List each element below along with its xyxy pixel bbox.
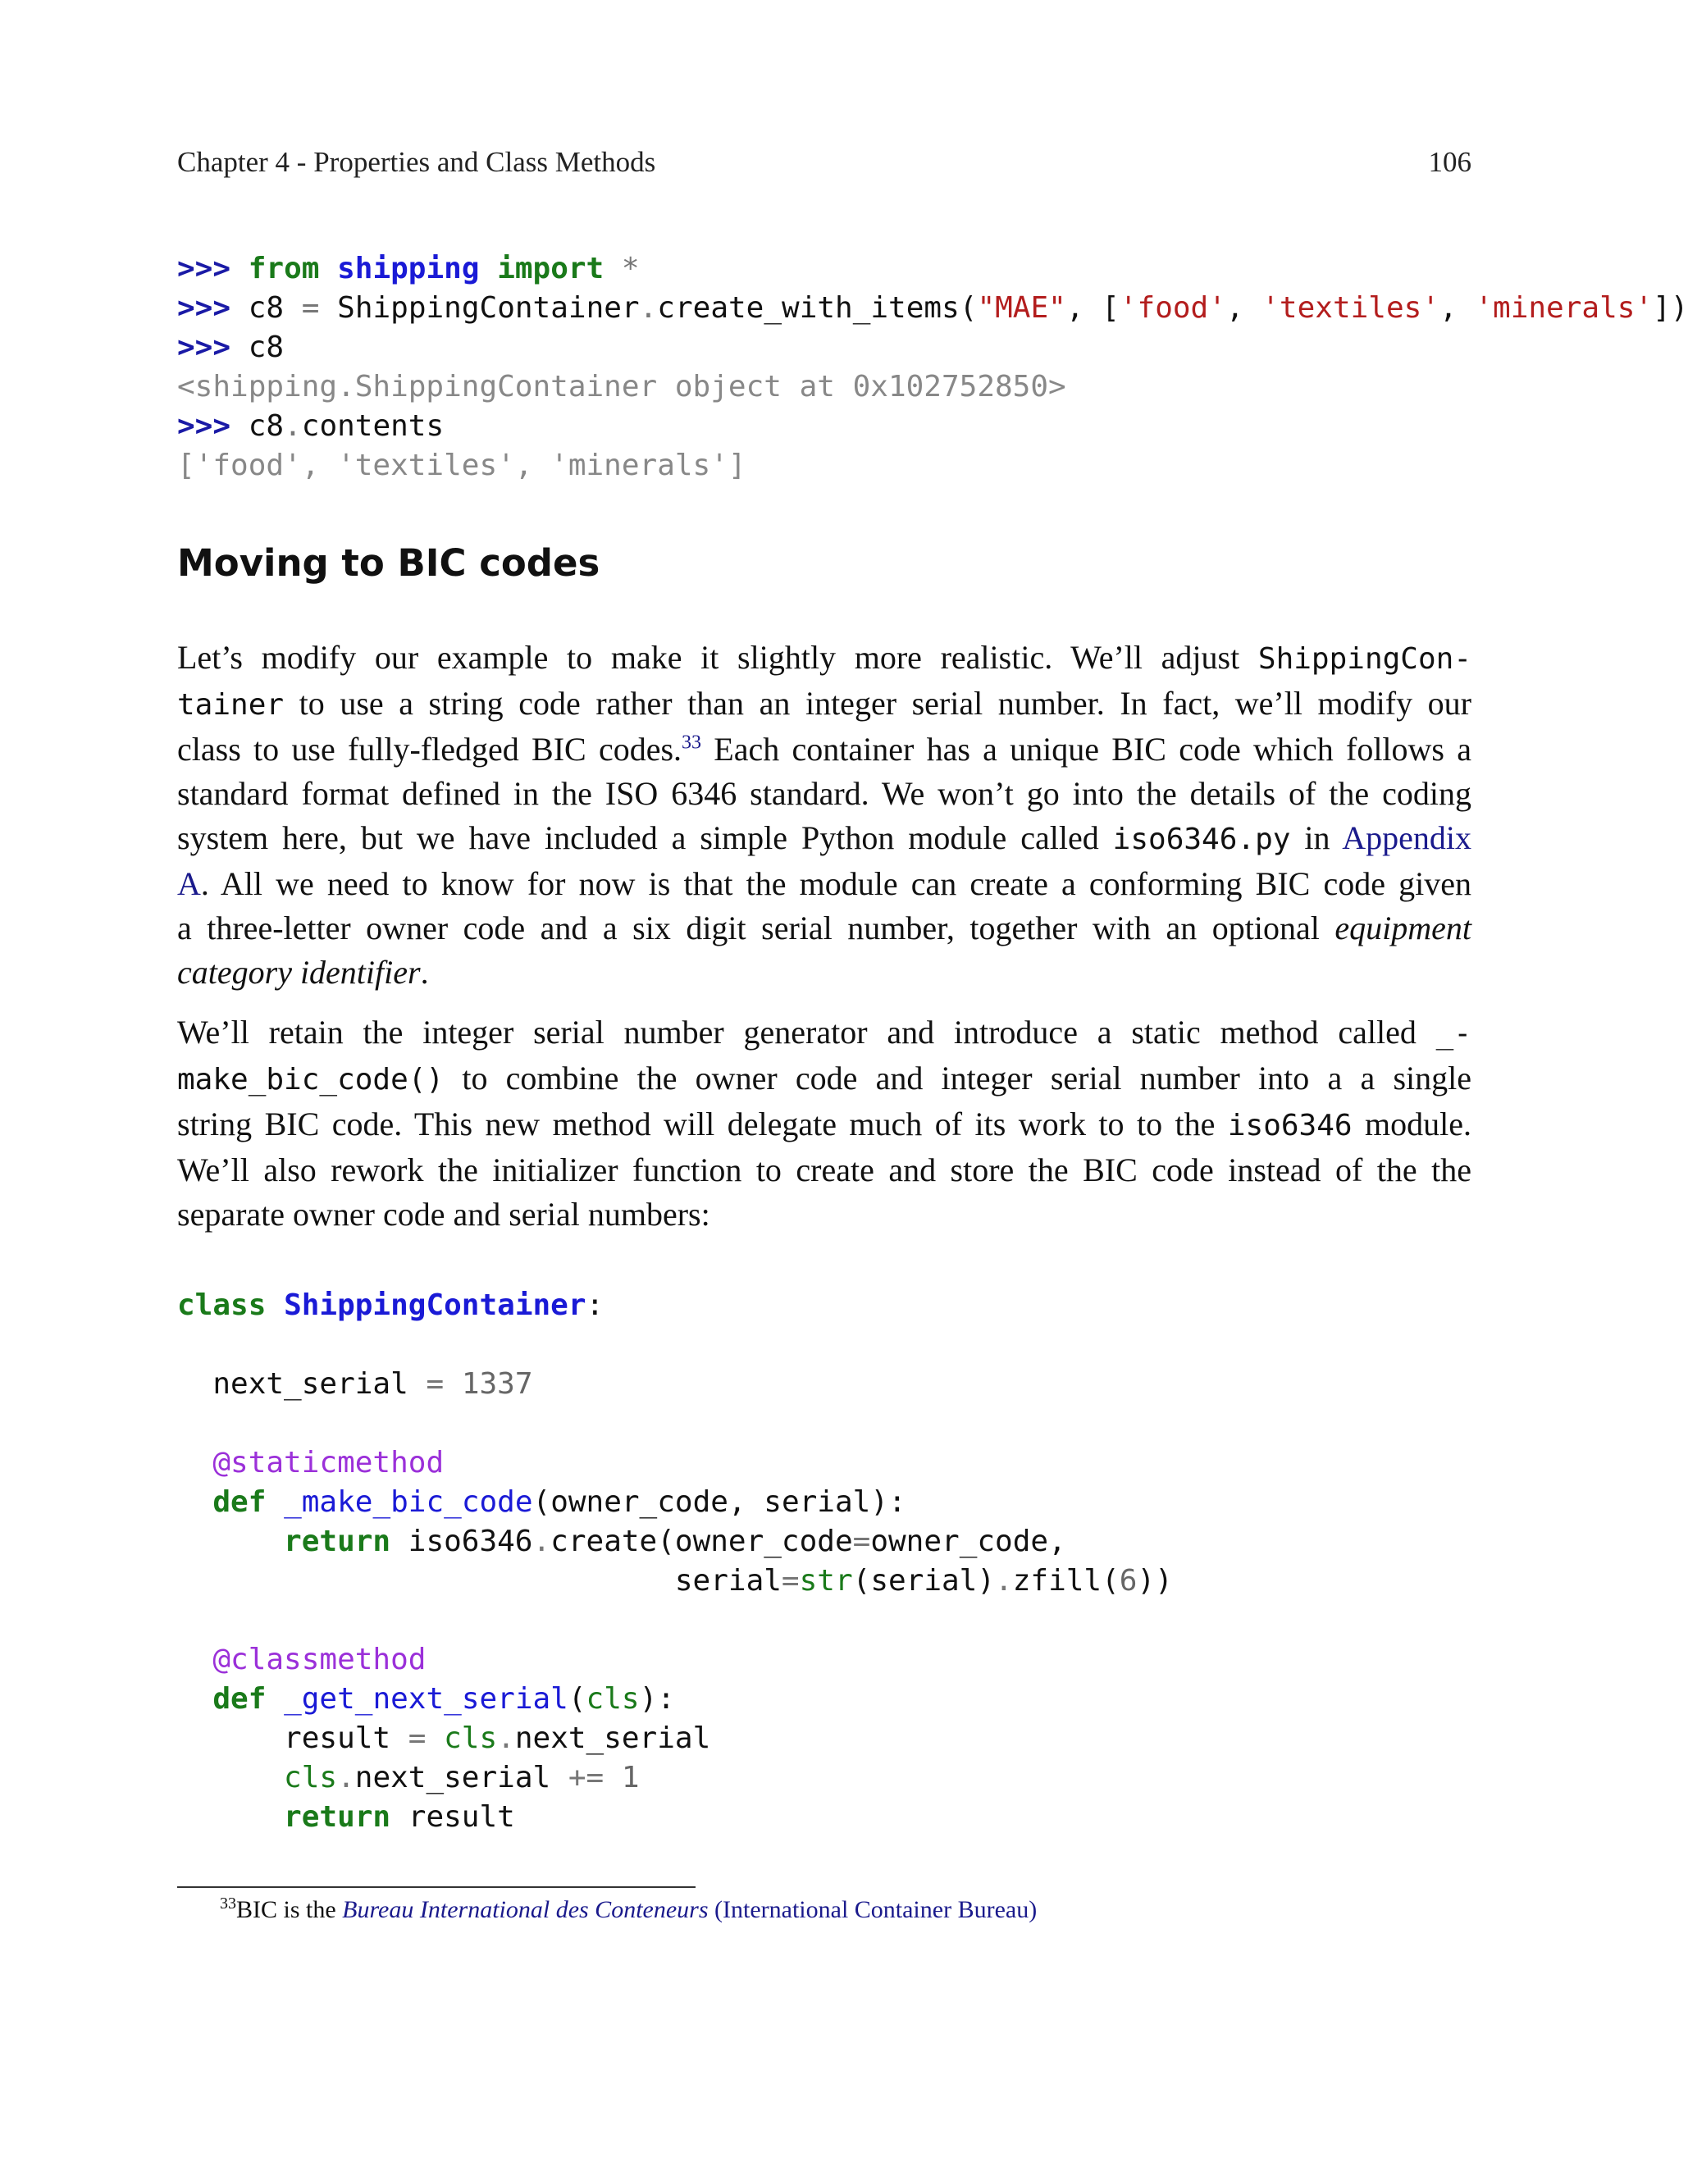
parameters: (owner_code, serial): [532, 1485, 906, 1519]
indent [177, 1682, 212, 1716]
indent [177, 1721, 284, 1755]
footnote-divider [177, 1886, 696, 1888]
code-line [177, 249, 1688, 289]
inline-code: iso6346.py [1112, 823, 1291, 856]
code-line [177, 1758, 1173, 1798]
cls-param: cls [444, 1721, 498, 1755]
punctuation: , [ [1065, 291, 1120, 325]
code-line [177, 1680, 1173, 1719]
keyword: def [212, 1485, 267, 1519]
section-heading: Moving to BIC codes [177, 541, 600, 585]
code-line [177, 1640, 1173, 1680]
number-literal: 1 [621, 1761, 640, 1794]
footnote-link[interactable]: (International Container Bureau) [708, 1896, 1038, 1923]
text-line [177, 727, 1471, 772]
page-number: 106 [1428, 146, 1471, 178]
text-line [177, 1056, 1471, 1102]
text-line [177, 682, 1471, 727]
code-line [177, 328, 1688, 367]
repl-code-block [177, 249, 1688, 486]
inline-code: _- [1435, 1017, 1471, 1051]
function-name: _get_next_serial [284, 1682, 568, 1716]
operator: . [639, 291, 658, 325]
emphasis: category identifier [177, 954, 421, 991]
inline-code: iso6346 [1227, 1109, 1353, 1142]
decorator: @staticmethod [212, 1446, 445, 1480]
identifier: owner_code, [870, 1525, 1066, 1558]
text: string BIC code. This new method will delegate much of its work to to the [177, 1106, 1228, 1142]
repl-prompt: >>> [177, 252, 231, 285]
keyword: def [212, 1682, 267, 1716]
text-line [177, 1010, 1471, 1056]
identifier: zfill( [1012, 1564, 1120, 1598]
identifier: next_serial [514, 1721, 711, 1755]
text: . All we need to know for now is that the module can create a conforming BIC code given [200, 865, 1471, 902]
code-line [177, 1365, 1173, 1404]
keyword: return [284, 1525, 391, 1558]
identifier: ShippingContainer [337, 291, 640, 325]
indent [177, 1446, 212, 1480]
punctuation: ): [639, 1682, 675, 1716]
blank-line [177, 1601, 1173, 1640]
indent [177, 1564, 675, 1598]
indent [177, 1485, 212, 1519]
identifier: serial [674, 1564, 782, 1598]
repl-output: ['food', 'textiles', 'minerals'] [177, 449, 746, 482]
code-line [177, 1719, 1173, 1758]
text-line [177, 951, 1471, 995]
operator: = [408, 1367, 462, 1401]
indent [177, 1367, 212, 1401]
identifier: result [390, 1800, 515, 1834]
paragraph-2 [177, 1010, 1471, 1237]
code-line [177, 1443, 1173, 1483]
identifier: next_serial [212, 1367, 408, 1401]
paragraph-1 [177, 636, 1471, 995]
indent [177, 1525, 284, 1558]
operator: * [621, 252, 640, 285]
page-header [177, 146, 1471, 187]
repl-prompt: >>> [177, 409, 231, 443]
text-line: standard format defined in the ISO 6346 standard. We won’t go into the details of the coding [177, 775, 1471, 812]
code-line [177, 1522, 1173, 1562]
text: Let’s modify our example to make it slightly more realistic. We’ll adjust [177, 639, 1258, 676]
text: to combine the owner code and integer serial number into a a single [444, 1060, 1471, 1097]
text: We’ll retain the integer serial number generator and introduce a static method called [177, 1014, 1436, 1051]
text-line: We’ll also rework the initializer function to create and store the BIC code instead of the the [177, 1151, 1471, 1188]
cls-param: cls [284, 1761, 338, 1794]
indent [177, 1800, 284, 1834]
text: class to use fully-fledged BIC codes. [177, 731, 682, 768]
class-name: ShippingContainer [284, 1288, 586, 1322]
text-line [177, 816, 1471, 862]
identifier: c8 [248, 291, 285, 325]
class-code-block [177, 1286, 1173, 1837]
text: system here, but we have included a simple Python module called [177, 819, 1113, 856]
inline-code: tainer [177, 688, 285, 722]
string-literal: 'textiles' [1261, 291, 1439, 325]
footnote-number: 33 [220, 1894, 236, 1913]
punctuation: )) [1137, 1564, 1173, 1598]
keyword: from [248, 252, 320, 285]
identifier: iso6346 [390, 1525, 533, 1558]
punctuation: , [1225, 291, 1262, 325]
appendix-link[interactable]: A [177, 865, 201, 902]
text-line: separate owner code and serial numbers: [177, 1196, 710, 1233]
appendix-link[interactable]: Appendix [1342, 819, 1471, 856]
text: Each container has a unique BIC code which follows a [701, 731, 1472, 768]
number-literal: 6 [1119, 1564, 1138, 1598]
operator: . [497, 1721, 515, 1755]
code-line [177, 289, 1688, 328]
builtin: str [799, 1564, 853, 1598]
string-literal: 'minerals' [1475, 291, 1654, 325]
identifier: next_serial [354, 1761, 551, 1794]
inline-code: make_bic_code() [177, 1063, 445, 1097]
text: in [1290, 819, 1343, 856]
repl-prompt: >>> [177, 331, 231, 364]
operator: = [390, 1721, 445, 1755]
indent [177, 1761, 284, 1794]
text: to use a string code rather than an integer serial number. In fact, we’ll modify our [284, 685, 1471, 722]
code-line [177, 1562, 1173, 1601]
punctuation: : [586, 1288, 604, 1322]
identifier: c8 [248, 331, 285, 364]
module-name: shipping [337, 252, 480, 285]
identifier: c8 [248, 409, 285, 443]
operator: . [532, 1525, 551, 1558]
operator: . [995, 1564, 1013, 1598]
inline-code: ShippingCon- [1257, 642, 1471, 676]
code-line [177, 1286, 1173, 1325]
chapter-title: Chapter 4 - Properties and Class Methods [177, 146, 656, 178]
identifier: create(owner_code [550, 1525, 853, 1558]
emphasis: equipment [1334, 910, 1471, 946]
keyword: return [284, 1800, 391, 1834]
text-line [177, 862, 1471, 906]
identifier: (serial) [852, 1564, 996, 1598]
punctuation: ( [568, 1682, 586, 1716]
code-line [177, 407, 1688, 446]
text: a three-letter owner code and a six digit serial number, together with an optional [177, 910, 1335, 946]
operator: = [852, 1525, 871, 1558]
indent [177, 1643, 212, 1676]
number-literal: 1337 [461, 1367, 533, 1401]
code-line [177, 1798, 1173, 1837]
footnote [220, 1894, 1037, 1924]
footnote-ref[interactable]: 33 [682, 732, 702, 754]
decorator: @classmethod [212, 1643, 427, 1676]
repl-prompt: >>> [177, 291, 231, 325]
text-line [177, 636, 1471, 682]
identifier: contents [301, 409, 445, 443]
function-name: _make_bic_code [284, 1485, 533, 1519]
blank-line [177, 1404, 1173, 1443]
text-line [177, 906, 1471, 951]
operator: . [337, 1761, 355, 1794]
operator: += [550, 1761, 622, 1794]
text: . [420, 954, 429, 991]
punctuation: , [1439, 291, 1476, 325]
text: module. [1352, 1106, 1472, 1142]
cls-param: cls [586, 1682, 640, 1716]
text: BIC is the [236, 1896, 343, 1923]
repl-output: <shipping.ShippingContainer object at 0x102752850> [177, 370, 1066, 404]
keyword: import [497, 252, 604, 285]
operator: . [284, 409, 302, 443]
footnote-link[interactable]: Bureau International des Conteneurs [342, 1896, 709, 1923]
string-literal: "MAE" [977, 291, 1066, 325]
string-literal: 'food' [1119, 291, 1226, 325]
punctuation: ]) [1653, 291, 1688, 325]
keyword: class [177, 1288, 267, 1322]
blank-line [177, 1325, 1173, 1365]
identifier: result [284, 1721, 391, 1755]
identifier: create_with_items( [657, 291, 978, 325]
text-line [177, 1102, 1471, 1148]
operator: = [301, 291, 320, 325]
operator: = [781, 1564, 800, 1598]
code-line [177, 1483, 1173, 1522]
